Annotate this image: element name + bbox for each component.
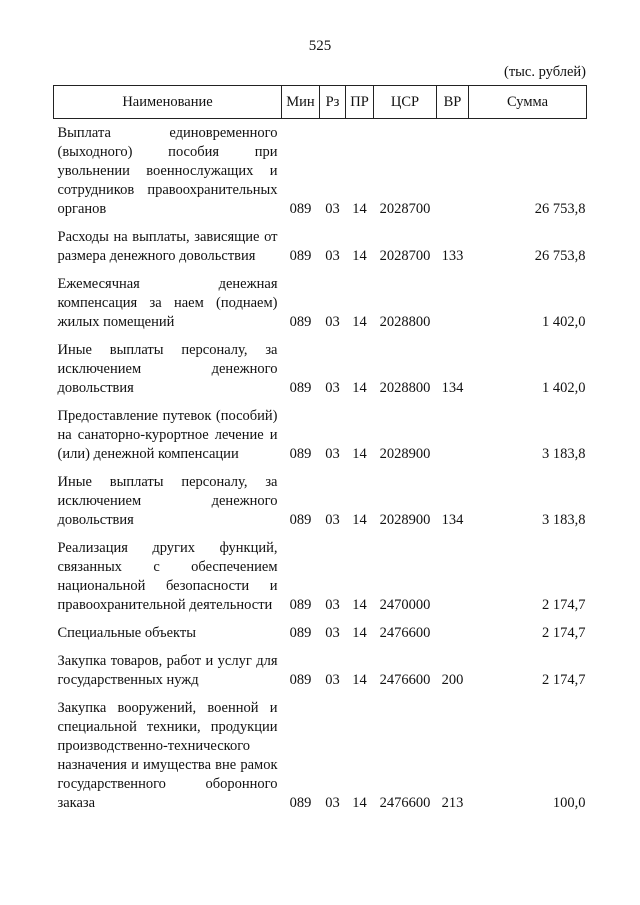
row-pr: 14 — [352, 795, 367, 811]
row-rz: 03 — [325, 512, 340, 528]
row-pr: 14 — [352, 672, 367, 688]
row-rz: 03 — [325, 201, 340, 217]
row-pr: 14 — [352, 625, 367, 641]
row-name: Закупка вооружений, военной и специальной техники, продукции производственно-технического назначения и имущества вне рамок государственного оборонного заказа — [57, 700, 278, 811]
row-min: 089 — [289, 625, 312, 641]
row-min: 089 — [289, 672, 312, 688]
row-sum: 2 174,7 — [542, 597, 586, 613]
row-csr: 2028700 — [379, 201, 431, 217]
row-vr: 213 — [441, 795, 464, 811]
row-rz: 03 — [325, 795, 340, 811]
header-sum: Сумма — [469, 86, 587, 119]
row-pr: 14 — [352, 512, 367, 528]
row-rz: 03 — [325, 672, 340, 688]
row-sum: 1 402,0 — [542, 380, 586, 396]
row-min: 089 — [289, 512, 312, 528]
row-min: 089 — [289, 201, 312, 217]
row-vr: 134 — [441, 512, 464, 528]
row-min: 089 — [289, 795, 312, 811]
budget-table — [53, 85, 587, 820]
row-vr — [437, 119, 469, 227]
header-pr: ПР — [346, 86, 374, 119]
row-sum: 26 753,8 — [534, 248, 586, 264]
row-name: Выплата единовременного (выходного) пособия при увольнении военнослужащих и сотрудников правоохранительных органов — [57, 125, 278, 217]
row-name: Специальные объекты — [57, 625, 196, 641]
row-sum: 100,0 — [552, 795, 586, 811]
row-min: 089 — [289, 248, 312, 264]
row-name: Реализация других функций, связанных с обеспечением национальной безопасности и правоохранительной деятельности — [57, 540, 278, 613]
row-min: 089 — [289, 314, 312, 330]
row-csr: 2476600 — [379, 672, 431, 688]
row-csr: 2470000 — [379, 597, 431, 613]
row-vr — [437, 405, 469, 471]
row-rz: 03 — [325, 597, 340, 613]
table-row — [54, 226, 587, 273]
row-rz: 03 — [325, 625, 340, 641]
row-vr: 134 — [441, 380, 464, 396]
row-rz: 03 — [325, 380, 340, 396]
row-name: Расходы на выплаты, зависящие от размера денежного довольствия — [57, 229, 278, 264]
row-csr: 2028800 — [379, 314, 431, 330]
row-name: Предоставление путевок (пособий) на санаторно-курортное лечение и (или) денежной компенсации — [57, 408, 278, 462]
row-vr — [437, 622, 469, 650]
row-min: 089 — [289, 446, 312, 462]
table-row — [54, 273, 587, 339]
units-note: (тыс. рублей) — [504, 64, 586, 80]
row-pr: 14 — [352, 201, 367, 217]
row-csr: 2476600 — [379, 795, 431, 811]
row-sum: 2 174,7 — [542, 625, 586, 641]
row-vr: 133 — [441, 248, 464, 264]
row-vr: 200 — [441, 672, 464, 688]
row-min: 089 — [289, 597, 312, 613]
header-vr: ВР — [437, 86, 469, 119]
row-vr — [437, 537, 469, 622]
row-name: Иные выплаты персоналу, за исключением денежного довольствия — [57, 342, 278, 396]
row-csr: 2028900 — [379, 512, 431, 528]
header-rz: Рз — [320, 86, 346, 119]
row-sum: 26 753,8 — [534, 201, 586, 217]
row-pr: 14 — [352, 597, 367, 613]
row-name: Иные выплаты персоналу, за исключением денежного довольствия — [57, 474, 278, 528]
row-sum: 3 183,8 — [542, 446, 586, 462]
table-row — [54, 119, 587, 227]
table-row — [54, 622, 587, 650]
table-row — [54, 650, 587, 697]
row-pr: 14 — [352, 314, 367, 330]
header-min: Мин — [282, 86, 320, 119]
row-sum: 1 402,0 — [542, 314, 586, 330]
row-min: 089 — [289, 380, 312, 396]
table-row — [54, 697, 587, 820]
header-name: Наименование — [54, 86, 282, 119]
table-row — [54, 339, 587, 405]
row-vr — [437, 273, 469, 339]
table-header-row — [54, 86, 587, 119]
table-row — [54, 405, 587, 471]
row-rz: 03 — [325, 314, 340, 330]
row-csr: 2028800 — [379, 380, 431, 396]
row-pr: 14 — [352, 380, 367, 396]
row-csr: 2476600 — [379, 625, 431, 641]
table-row — [54, 471, 587, 537]
row-rz: 03 — [325, 248, 340, 264]
row-csr: 2028900 — [379, 446, 431, 462]
row-sum: 3 183,8 — [542, 512, 586, 528]
row-name: Закупка товаров, работ и услуг для государственных нужд — [57, 653, 278, 688]
page-number: 525 — [308, 38, 332, 54]
header-csr: ЦСР — [374, 86, 437, 119]
row-pr: 14 — [352, 446, 367, 462]
row-pr: 14 — [352, 248, 367, 264]
table-row — [54, 537, 587, 622]
row-sum: 2 174,7 — [542, 672, 586, 688]
row-name: Ежемесячная денежная компенсация за наем (поднаем) жилых помещений — [57, 276, 278, 330]
row-csr: 2028700 — [379, 248, 431, 264]
row-rz: 03 — [325, 446, 340, 462]
